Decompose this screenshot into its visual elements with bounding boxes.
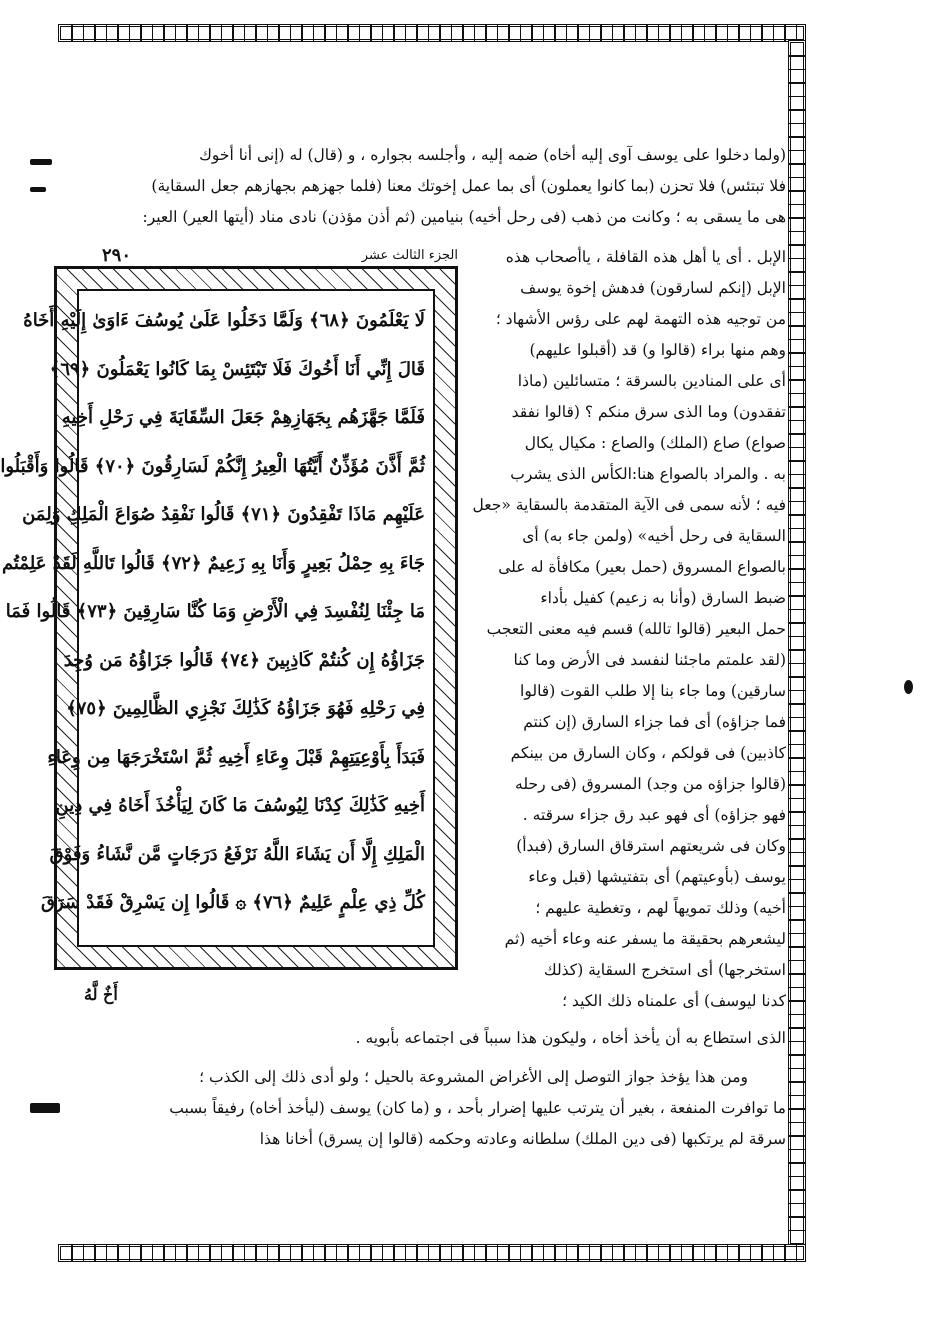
commentary-line: صواع) صاع (الملك) والصاع : مكيال يكال [524, 434, 786, 452]
quran-line: فَلَمَّا جَهَّزَهُم بِجَهَازِهِمْ جَعَلَ السِّقَايَةَ فِي رَحْلِ أَخِيهِ [61, 407, 425, 428]
quran-page-frame [0, 266, 458, 970]
commentary-right-column [464, 242, 786, 1017]
commentary-line: الإبل (إنكم لسارقون) فدهش إخوة يوسف [520, 279, 786, 297]
commentary-line: استخرجها) أى استخرج السقاية (كذلك [543, 961, 786, 979]
inner-page-number: ٢٩٠ [102, 244, 132, 266]
commentary-line: السقاية فى رحل أخيه» (ولمن جاء به) أى [522, 527, 786, 545]
catchword: أَخٌ لَّهُ [84, 985, 118, 1004]
margin-marker-2 [30, 187, 46, 192]
commentary-line: فلا تبتئس) فلا تحزن (بما كانوا يعملون) أى بما عمل إخوتك معنا (فلما جهزهم بجهازهم جعل السقاية) [151, 177, 786, 195]
quran-line: أَخِيهِ كَذَٰلِكَ كِدْنَا لِيُوسُفَ مَا كَانَ لِيَأْخُذَ أَخَاهُ فِي دِينِ [55, 795, 425, 816]
commentary-line: بالصواع المسروق (حمل بعير) مكافأة له على [498, 558, 786, 576]
quran-line: كُلِّ ذِي عِلْمٍ عَلِيمٌ ﴿٧٦﴾ ۞ قَالُوا إِن يَسْرِقْ فَقَدْ سَرَقَ [41, 892, 425, 913]
commentary-line: (ولما دخلوا على يوسف آوى إليه أخاه) ضمه إليه ، وأجلسه بجواره ، و (قال) له (إنى أنا أخوك [199, 146, 786, 164]
commentary-line: ضبط السارق (وأنا به زعيم) كفيل بأداء [540, 589, 786, 607]
commentary-line: (قالوا جزاؤه من وجد) المسروق (فى رحله [515, 775, 786, 793]
commentary-line: الإبل . أى يا أهل هذه القافلة ، ياأصحاب هذه [505, 248, 786, 266]
commentary-line: ليشعرهم بحقيقة ما يسفر عنه وعاء أخيه (ثم [504, 930, 786, 948]
quran-line: لَا يَعْلَمُونَ ﴿٦٨﴾ وَلَمَّا دَخَلُوا عَلَىٰ يُوسُفَ ءَاوَىٰ إِلَيْهِ أَخَاهُ [23, 310, 425, 331]
commentary-bottom [48, 1023, 786, 1155]
quran-line: فِي رَحْلِهِ فَهُوَ جَزَاؤُهُ كَذَٰلِكَ نَجْزِي الظَّالِمِينَ ﴿٧٥﴾ [66, 698, 425, 719]
commentary-line: (لقد علمتم ماجئنا لنفسد فى الأرض وما كنا [513, 651, 786, 669]
commentary-line: سرقة لم يرتكبها (فى دين الملك) سلطانه وعادته وحكمه (قالوا إن يسرق) أخانا هذا [259, 1130, 786, 1148]
commentary-line: كاذبين) فى قولكم ، وكان السارق من بينكم [510, 744, 786, 762]
commentary-line: وكان فى شريعتهم استرقاق السارق (فبدأ) [516, 837, 786, 855]
juz-label: الجزء الثالث عشر [361, 247, 458, 263]
commentary-line: الذى استطاع به أن يأخذ أخاه ، وليكون هذا سبباً فى اجتماعه بأبويه . [355, 1029, 786, 1047]
commentary-line: ما توافرت المنفعة ، بغير أن يترتب عليها إضرار بأحد ، و (ما كان) يوسف (ليأخذ أخاه) رفيقاً بسبب [169, 1099, 786, 1117]
quran-line: عَلَيْهِم مَاذَا تَفْقِدُونَ ﴿٧١﴾ قَالُوا نَفْقِدُ صُوَاعَ الْمَلِكِ وَلِمَن [22, 504, 425, 525]
quran-line: قَالَ إِنِّي أَنَا أَخُوكَ فَلَا تَبْتَئِسْ بِمَا كَانُوا يَعْمَلُونَ ﴿٦٩﴾ [49, 358, 425, 380]
commentary-line: به . والمراد بالصواع هنا:الكأس الذى يشرب [510, 465, 786, 483]
commentary-line: وهم منها براء (قالوا و) قد (أقبلوا عليهم) [529, 341, 786, 359]
commentary-line: يوسف (بأوعيتهم) أى بتفتيشها (قبل وعاء [528, 868, 786, 886]
quran-line: جَاءَ بِهِ حِمْلُ بَعِيرٍ وَأَنَا بِهِ زَعِيمٌ ﴿٧٢﴾ قَالُوا تَاللَّهِ لَقَدْ عَلِمْتُم [1, 552, 425, 574]
commentary-line: كدنا ليوسف) أى علمناه ذلك الكيد ؛ [562, 992, 786, 1010]
commentary-line: ومن هذا يؤخذ جواز التوصل إلى الأغراض المشروعة بالحيل ؛ ولو أدى ذلك إلى الكذب ؛ [199, 1068, 748, 1086]
quran-line: جَزَاؤُهُ إِن كُنتُمْ كَاذِبِينَ ﴿٧٤﴾ قَالُوا جَزَاؤُهُ مَن وُجِدَ [63, 649, 425, 671]
commentary-line: حمل البعير (قالوا تالله) قسم فيه معنى التعجب [486, 620, 786, 638]
commentary-line: أى على المنادين بالسرقة ؛ متسائلين (ماذا [517, 372, 786, 390]
ornamental-border-top [58, 24, 806, 42]
commentary-top [48, 140, 786, 233]
quran-line: الْمَلِكِ إِلَّا أَن يَشَاءَ اللَّهُ نَرْفَعُ دَرَجَاتٍ مَّن نَّشَاءُ وَفَوْقَ [49, 843, 425, 865]
commentary-line: تفقدون) وما الذى سرق منكم ؟ (قالوا نفقد [511, 403, 786, 421]
commentary-line: سارقين) وما جاء بنا إلا طلب القوت (قالوا [520, 682, 786, 700]
commentary-line: هى ما يسقى به ؛ وكانت من ذهب (فى رحل أخيه) بنيامين (ثم أذن مؤذن) نادى مناد (أيتها العير) العير: [142, 208, 786, 226]
quran-line: ثُمَّ أَذَّنَ مُؤَذِّنٌ أَيَّتُهَا الْعِيرُ إِنَّكُمْ لَسَارِقُونَ ﴿٧٠﴾ قَالُوا وَأَقْبَلُوا [0, 455, 425, 477]
commentary-line: من توجيه هذه التهمة لهم على رؤس الأشهاد ؛ [495, 310, 786, 328]
commentary-line: فما جزاؤه) أى فما جزاء السارق (إن كنتم [523, 713, 786, 731]
ornamental-border-bottom [58, 1244, 806, 1262]
quran-line: مَا جِئْنَا لِنُفْسِدَ فِي الْأَرْضِ وَمَا كُنَّا سَارِقِينَ ﴿٧٣﴾ قَالُوا فَمَا [5, 601, 425, 622]
inner-page-header [54, 244, 458, 266]
margin-dot [904, 680, 913, 694]
commentary-line: أخيه) وذلك تمويهاً لهم ، وتغطية عليهم ؛ [535, 899, 786, 917]
quran-line: فَبَدَأَ بِأَوْعِيَتِهِمْ قَبْلَ وِعَاءِ أَخِيهِ ثُمَّ اسْتَخْرَجَهَا مِن وِعَاءِ [47, 746, 425, 768]
commentary-line: فيه ؛ لأنه سمى فى الآية المتقدمة بالسقاية «جعل [472, 496, 786, 514]
commentary-line: فهو جزاؤه) أى فهو عبد رق جزاء سرقته . [522, 806, 786, 824]
ornamental-border-right [788, 40, 806, 1246]
quran-text-block [0, 289, 435, 947]
